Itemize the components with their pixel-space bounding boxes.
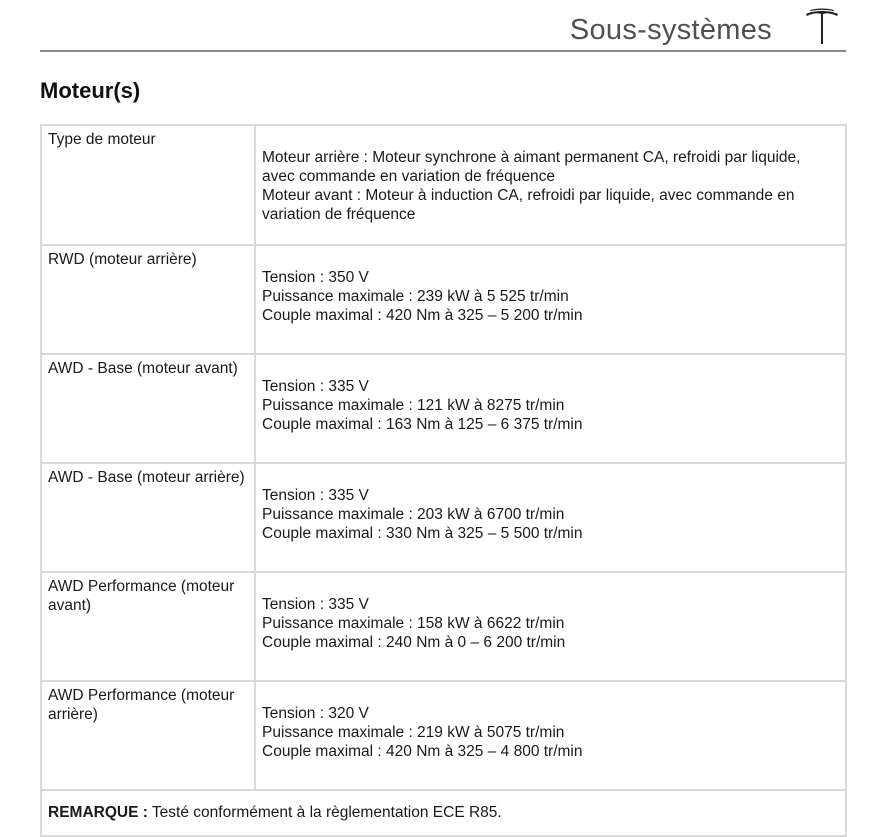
table-row [41, 463, 846, 572]
value-line: Couple maximal : 330 Nm à 325 – 5 500 tr/min [262, 525, 583, 542]
tesla-logo-icon [804, 8, 840, 46]
value-line: Puissance maximale : 239 kW à 5 525 tr/min [262, 288, 569, 305]
note-text: Testé conformément à la règlementation ECE R85. [151, 804, 502, 821]
row-label: AWD Performance (moteur arrière) [41, 681, 255, 790]
header-title: Sous-systèmes [569, 14, 772, 46]
value-line: Couple maximal : 240 Nm à 0 – 6 200 tr/min [262, 634, 566, 651]
page-header [40, 0, 846, 52]
value-line: Couple maximal : 420 Nm à 325 – 5 200 tr/min [262, 307, 583, 324]
note-row [41, 790, 846, 836]
value-line: Moteur avant : Moteur à induction CA, refroidi par liquide, avec commande en [262, 187, 795, 204]
table-row [41, 354, 846, 463]
row-value [255, 354, 846, 463]
value-line: Puissance maximale : 203 kW à 6700 tr/min [262, 506, 565, 523]
row-value [255, 245, 846, 354]
row-label: AWD - Base (moteur avant) [41, 354, 255, 463]
value-line: variation de fréquence [262, 206, 416, 223]
value-line: Couple maximal : 163 Nm à 125 – 6 375 tr/min [262, 416, 583, 433]
value-line: Couple maximal : 420 Nm à 325 – 4 800 tr/min [262, 743, 583, 760]
section-title: Moteur(s) [40, 78, 141, 103]
value-line: Tension : 350 V [262, 269, 369, 286]
value-line: Tension : 335 V [262, 596, 369, 613]
note-label: REMARQUE : [48, 804, 148, 821]
table-row [41, 245, 846, 354]
value-line: Puissance maximale : 121 kW à 8275 tr/min [262, 397, 565, 414]
row-value [255, 572, 846, 681]
row-value [255, 125, 846, 245]
row-value [255, 463, 846, 572]
motor-specs-table [40, 124, 847, 837]
table-row [41, 681, 846, 790]
value-line: Tension : 335 V [262, 378, 369, 395]
value-line: Tension : 335 V [262, 487, 369, 504]
value-line: Tension : 320 V [262, 705, 369, 722]
row-label: AWD - Base (moteur arrière) [41, 463, 255, 572]
row-value [255, 681, 846, 790]
note-cell [41, 790, 846, 836]
value-line: Puissance maximale : 219 kW à 5075 tr/min [262, 724, 565, 741]
row-label: RWD (moteur arrière) [41, 245, 255, 354]
row-label: AWD Performance (moteur avant) [41, 572, 255, 681]
value-line: avec commande en variation de fréquence [262, 168, 555, 185]
row-label: Type de moteur [41, 125, 255, 245]
value-line: Puissance maximale : 158 kW à 6622 tr/min [262, 615, 565, 632]
table-row [41, 125, 846, 245]
value-line: Moteur arrière : Moteur synchrone à aimant permanent CA, refroidi par liquide, [262, 149, 801, 166]
table-row [41, 572, 846, 681]
